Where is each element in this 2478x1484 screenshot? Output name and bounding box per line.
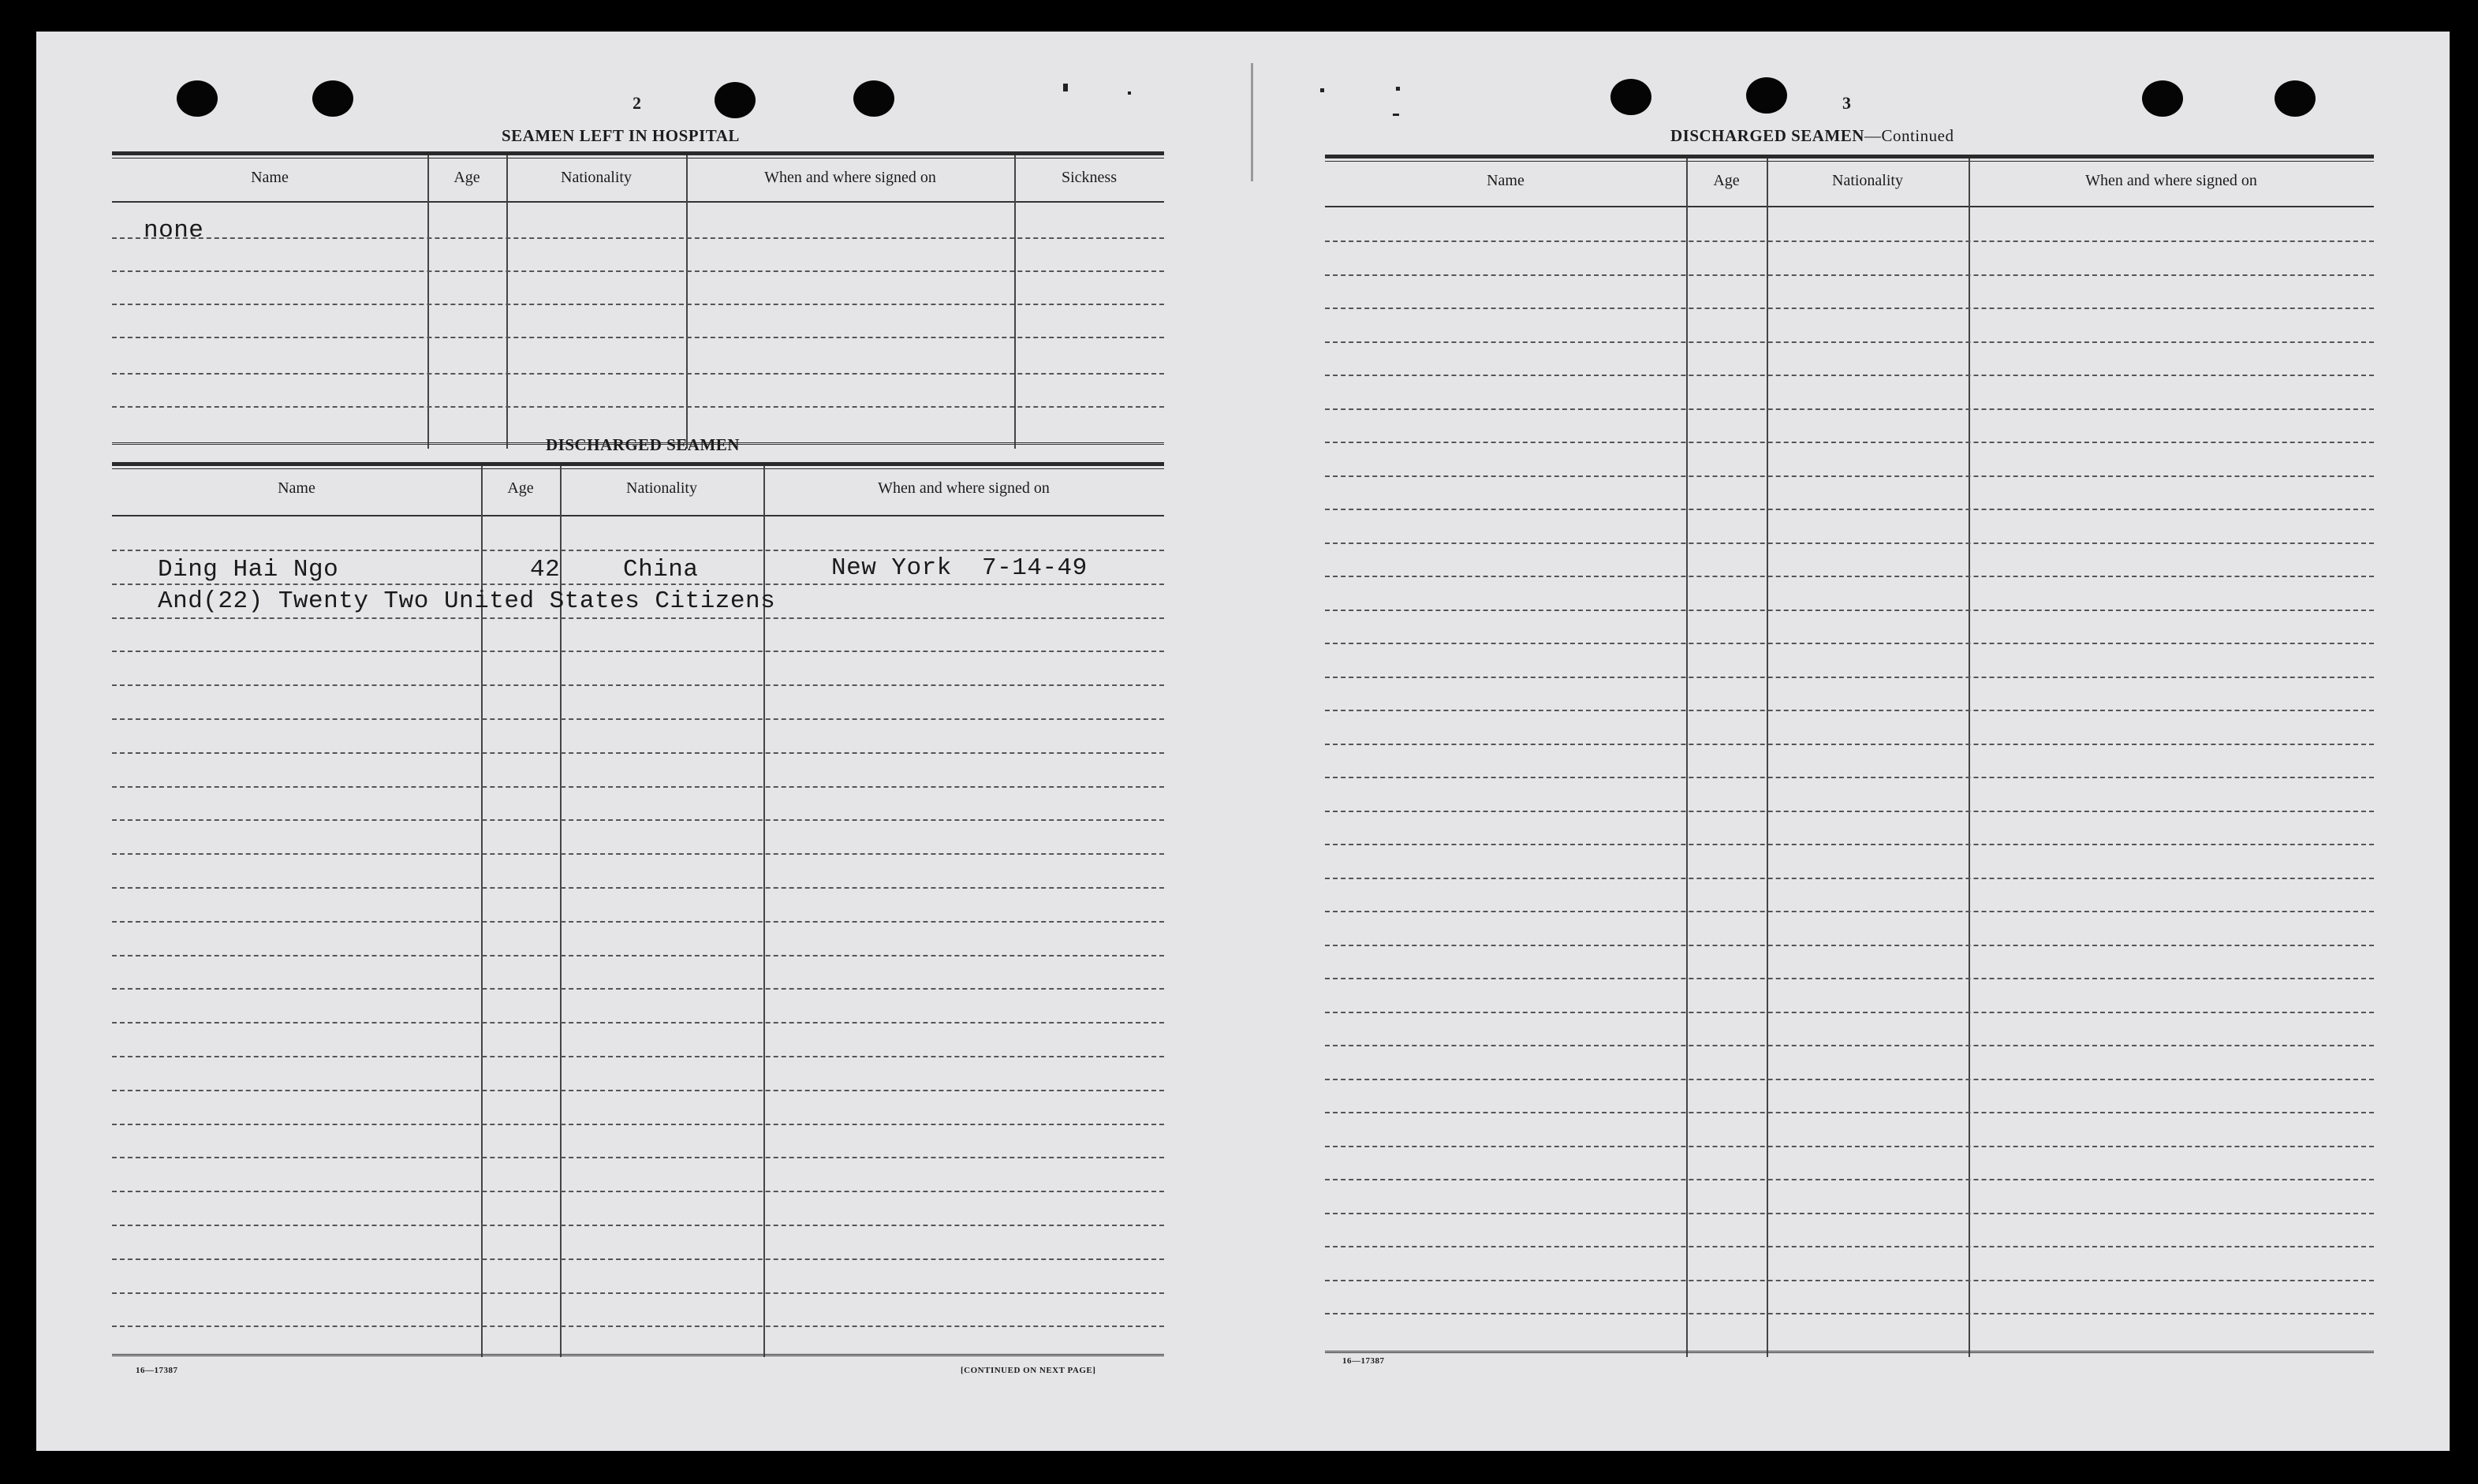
ruled-line (1325, 777, 2374, 778)
discharged-name: Ding Hai Ngo (158, 556, 339, 584)
col-header-signed-on: When and where signed on (2085, 171, 2257, 189)
ruled-line (1325, 1146, 2374, 1147)
ruled-line (1325, 375, 2374, 376)
ruled-line (1325, 610, 2374, 611)
hospital-section-title: SEAMEN LEFT IN HOSPITAL (502, 126, 740, 145)
ruled-line (1325, 408, 2374, 410)
discharged-nationality: China (623, 556, 699, 584)
ruled-line (1325, 710, 2374, 711)
discharged-table-left (112, 462, 1164, 1357)
ruled-line (112, 617, 1164, 619)
ruled-line (112, 584, 1164, 585)
ruled-line (112, 819, 1164, 821)
punch-hole (1746, 77, 1787, 114)
page-number-right: 3 (1842, 93, 1851, 113)
punch-hole (1610, 79, 1651, 115)
scan-speck (1393, 114, 1399, 116)
ruled-line (112, 1022, 1164, 1024)
col-header-name: Name (278, 479, 315, 497)
ruled-line (1325, 844, 2374, 845)
hospital-table (112, 151, 1164, 449)
ruled-line (1325, 1313, 2374, 1314)
ruled-line (112, 1056, 1164, 1057)
col-header-signed-on: When and where signed on (764, 168, 936, 186)
ruled-line (112, 651, 1164, 652)
ruled-line (1325, 475, 2374, 477)
continued-note: [CONTINUED ON NEXT PAGE] (961, 1366, 1096, 1375)
col-header-age: Age (507, 479, 534, 497)
title-continued: —Continued (1864, 126, 1954, 145)
ruled-line (1325, 274, 2374, 276)
form-number-right: 16—17387 (1342, 1356, 1385, 1366)
ruled-line (1325, 744, 2374, 745)
ruled-line (1325, 509, 2374, 510)
ruled-line (112, 988, 1164, 990)
scan-speck (1063, 84, 1068, 91)
ruled-line (112, 1326, 1164, 1327)
ruled-line (1325, 1012, 2374, 1013)
ruled-line (112, 1292, 1164, 1294)
discharged-age: 42 (530, 556, 561, 584)
ruled-line (112, 550, 1164, 551)
ruled-line (1325, 811, 2374, 812)
punch-hole (2142, 80, 2183, 117)
ruled-line (1325, 1280, 2374, 1281)
punch-hole (312, 80, 353, 117)
ruled-line (112, 921, 1164, 923)
ruled-line (112, 1090, 1164, 1091)
form-number-left: 16—17387 (136, 1366, 178, 1375)
ruled-line (1325, 1213, 2374, 1214)
ruled-line (1325, 878, 2374, 879)
col-header-nationality: Nationality (561, 168, 632, 186)
ruled-line (1325, 308, 2374, 309)
ruled-line (1325, 978, 2374, 979)
ruled-line (112, 752, 1164, 754)
ruled-line (112, 1157, 1164, 1158)
ruled-line (1325, 543, 2374, 544)
page-fold (1251, 63, 1253, 181)
col-header-age: Age (1713, 171, 1740, 189)
ruled-line (1325, 677, 2374, 678)
ruled-line (1325, 911, 2374, 912)
ruled-line (1325, 442, 2374, 443)
scan-speck (1396, 87, 1400, 91)
ruled-line (112, 1225, 1164, 1226)
col-header-name: Name (251, 168, 289, 186)
ruled-line (112, 1124, 1164, 1125)
punch-hole (715, 82, 756, 118)
col-header-sickness: Sickness (1062, 168, 1117, 186)
ruled-line (1325, 1045, 2374, 1046)
discharged-continued-title (1670, 126, 1954, 146)
ruled-line (1325, 576, 2374, 577)
col-header-nationality: Nationality (626, 479, 697, 497)
discharged-table-right (1325, 155, 2374, 1357)
discharged-signed-on: New York 7-14-49 (831, 554, 1088, 582)
document-sheet (36, 32, 2450, 1451)
ruled-line (1325, 1079, 2374, 1080)
punch-hole (177, 80, 218, 117)
discharged-section-title: DISCHARGED SEAMEN (546, 435, 740, 454)
col-header-age: Age (453, 168, 480, 186)
col-header-nationality: Nationality (1832, 171, 1903, 189)
ruled-line (1325, 1179, 2374, 1180)
ruled-line (112, 955, 1164, 956)
ruled-line (112, 718, 1164, 720)
page-number-left: 2 (633, 93, 641, 113)
ruled-line (112, 853, 1164, 855)
punch-hole (2275, 80, 2316, 117)
col-header-name: Name (1487, 171, 1524, 189)
scan-speck (1320, 88, 1324, 92)
title-main: DISCHARGED SEAMEN (1670, 126, 1864, 145)
punch-hole (853, 80, 894, 117)
ruled-line (112, 684, 1164, 686)
ruled-line (1325, 643, 2374, 644)
scan-speck (1128, 91, 1131, 95)
ruled-line (1325, 1246, 2374, 1247)
ruled-line (1325, 240, 2374, 242)
col-header-signed-on: When and where signed on (878, 479, 1050, 497)
ruled-line (112, 1191, 1164, 1192)
ruled-line (112, 1258, 1164, 1260)
ruled-line (112, 887, 1164, 889)
ruled-line (1325, 1112, 2374, 1113)
ruled-line (1325, 945, 2374, 946)
discharged-note: And(22) Twenty Two United States Citizens (158, 587, 776, 615)
ruled-line (1325, 341, 2374, 343)
ruled-line (112, 786, 1164, 788)
hospital-entry: none (144, 217, 204, 244)
